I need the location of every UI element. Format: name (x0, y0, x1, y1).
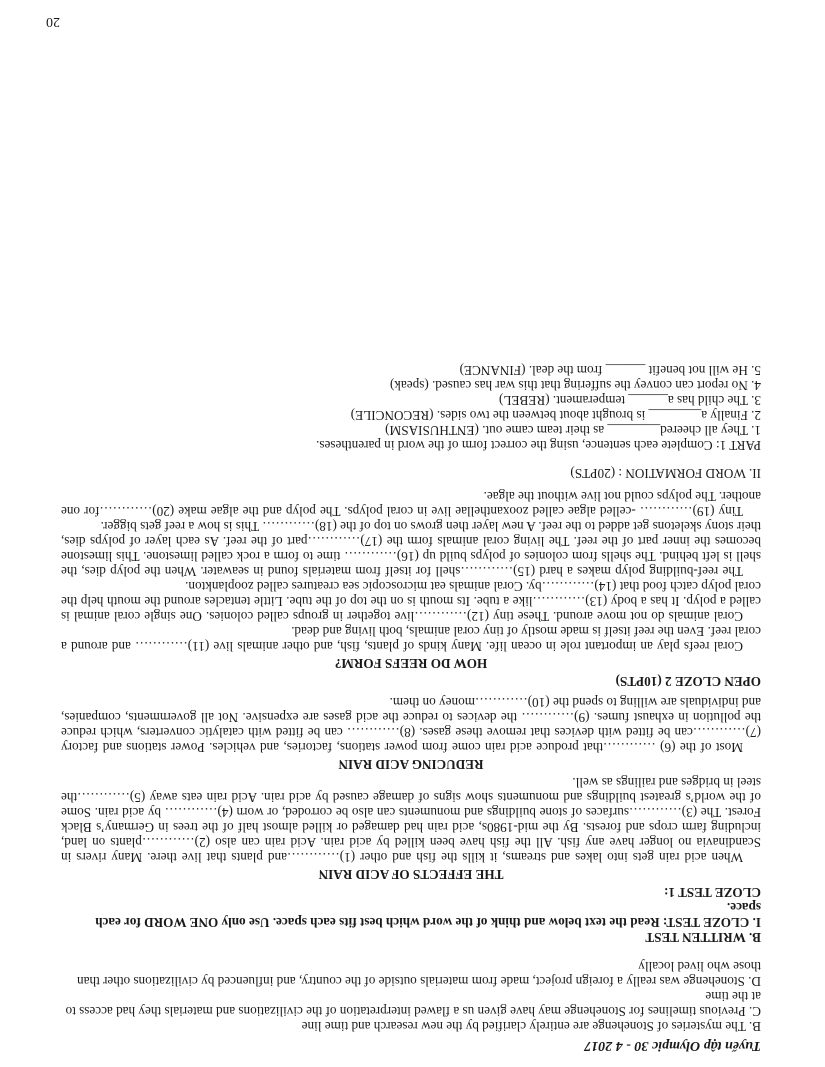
page-header: Tuyển tập Olympic 30 - 4 2017 (584, 1038, 761, 1053)
cloze2-title: HOW DO REEFS FORM? (334, 656, 488, 671)
word-formation-item-1: 1. They all cheered________ as their team came out. (ENTHUSIASM) (385, 422, 761, 438)
word-formation-item-3: 3. The child has a______ temperament. (REBEL) (499, 392, 761, 408)
option-d: D. Stonehenge was really a foreign project, made from materials outside of the country, and influenced by civilizations other than those who lived locally (77, 959, 761, 989)
cloze2-paragraph-4: Tiny (19)………… -celled algae called zooxanthellae live in coral polyps. The polyp and the algae make (20)…………for one another. The polyps could not live without the algae. (61, 489, 761, 519)
cloze2-paragraph-1: Coral reefs play an important role in ocean life. Many kinds of plants, fish, and other animals live (11)………… and around a coral reef. Even the reef itself is made mostly of tiny coral animals, both living and dead. (61, 624, 761, 654)
word-formation-item-5: 5. He will not benefit ______ from the deal. (FINANCE) (459, 362, 761, 378)
word-formation-item-2: 2. Finally a________ is brought about between the two sides. (RECONCILE) (350, 407, 761, 423)
option-b: B. The mysteries of Stonehenge are entirely clarified by the new research and time line (301, 1019, 761, 1034)
cloze2-label: OPEN CLOZE 2 (10PTS) (615, 674, 761, 689)
answer-options (61, 959, 761, 1034)
cloze2-paragraph-3: The reef-building polyp makes a hard (15)…………shell for itself from materials found in seawater. When the polyp dies, the shell is left behind. The shells from colonies of polyps build up (16)………… time to form a rock called limestone. This limestone becomes the inner part of the reef. The living coral animals form the (17)…………part of the reef. As each layer of polyps dies, their stony skeletons get added to the reef. A new layer then grows on top of the (18)………… This is how a reef gets bigger. (61, 519, 761, 579)
word-formation-instruction: PART 1: Complete each sentence, using the correct form of the word in parentheses. (316, 437, 761, 453)
cloze1-paragraph: When acid rain gets into lakes and streams, it kills the fish and other (1)…………and plants that live there. Many rivers in Scandinavia no longer have any fish. All the fish have been killed by acid rain. Acid rain can also (2)…………plants on land, including farm crops and forests. By the mid-1980s, acid rain had damaged or killed almost half of the trees in Germany’s Black Forest. The (3)…………surfaces of stone buildings and monuments can also be corroded, or worn (4)………… by acid rain. Some of the world’s greatest buildings and monuments show signs of damage caused by acid rain. Acid rain eats away (5)…………the steel in bridges and railings as well. (61, 775, 761, 865)
page-content (61, 363, 761, 1053)
cloze1-title: THE EFFECTS OF ACID RAIN (318, 867, 504, 882)
cloze2-paragraph-2: Coral animals do not move around. These tiny (12)…………live together in groups called colonies. One single coral animal is called a polyp. It has a body (13)…………like a tube. Its mouth is on the top of the tube. Little tentacles around the mouth help the coral polyp catch food that (14)…………by. Coral animals eat microscopic sea creatures called zooplankton. (61, 579, 761, 624)
cloze1-subtitle: REDUCING ACID RAIN (338, 757, 484, 772)
cloze1-label: CLOZE TEST 1: (664, 885, 761, 900)
word-formation-heading: II. WORD FORMATION : (20PTS) (570, 466, 761, 481)
cloze1-paragraph-2: Most of the (6) …………that produce acid rain come from power stations, factories, and vehicles. Power stations and factory (7)…………can be fitted with devices that remove these gases. (8)………… can be fitted with catalytic converters, which reduce the pollution in exhaust fumes. (9)………… the devices to reduce the acid gases are expensive. Not all governments, companies, and individuals are willing to spend the (10)…………money on them. (61, 695, 761, 755)
written-test-heading: B. WRITTEN TEST (645, 930, 761, 945)
cloze-instruction: I. CLOZE TEST: Read the text below and think of the word which best fits each space. Use only ONE WORD for each space. (95, 900, 761, 930)
word-formation-item-4: 4. No report can convey the suffering that this war has caused. (speak) (389, 377, 761, 393)
option-c: C. Previous timelines for Stonehenge may have given us a flawed interpretation of the civilizations and materials they had access to at the time (65, 989, 761, 1019)
page-number: 20 (46, 14, 60, 29)
